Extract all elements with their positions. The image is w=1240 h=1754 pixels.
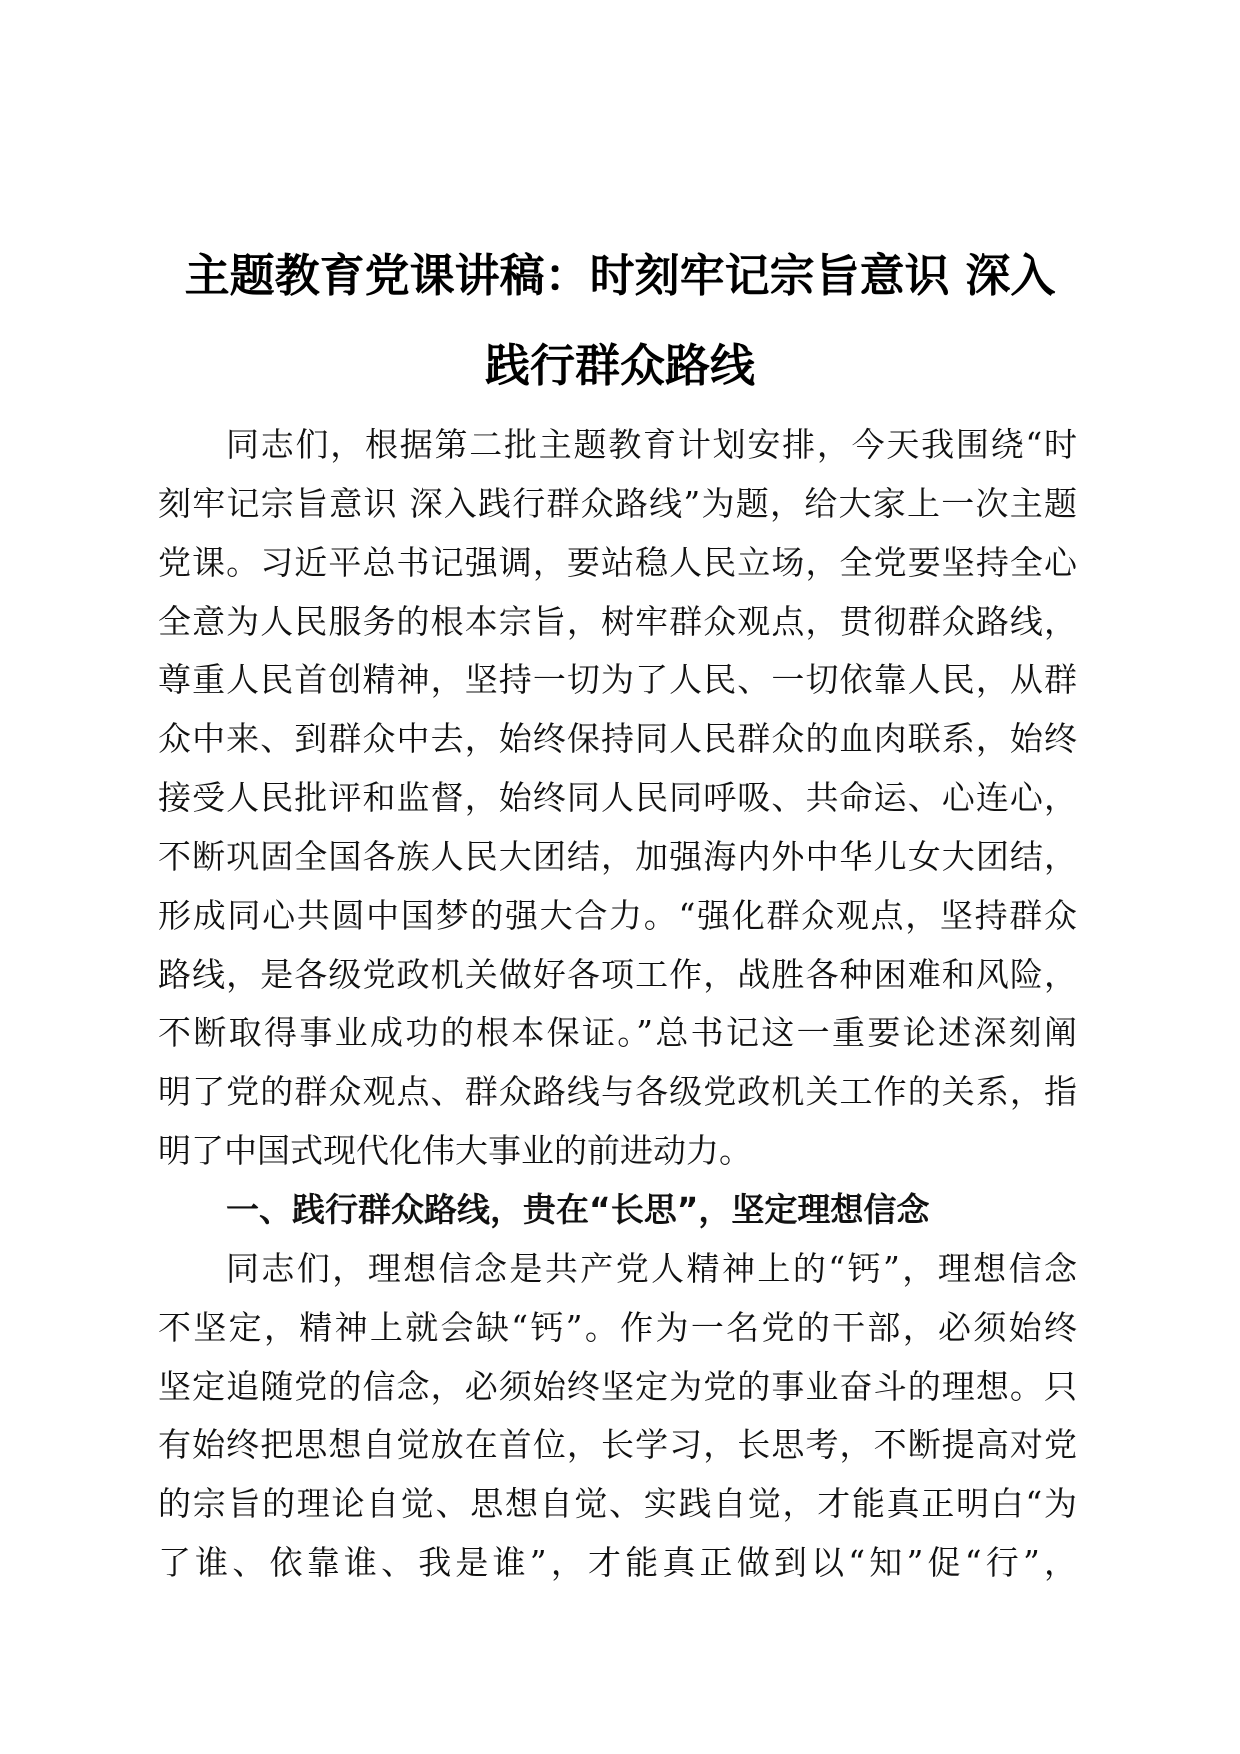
document-body	[158, 416, 1077, 1593]
body-line: 尊重人民首创精神，坚持一切为了人民、一切依靠人民，从群	[158, 660, 1077, 700]
body-line: 不坚定，精神上就会缺“钙”。作为一名党的干部，必须始终	[158, 1307, 1077, 1347]
body-line: 了谁、依靠谁、我是谁”，才能真正做到以“知”促“行”，	[158, 1543, 1077, 1583]
section-heading: 一、践行群众路线，贵在“长思”，坚定理想信念	[226, 1189, 930, 1229]
body-line: 不断取得事业成功的根本保证。”总书记这一重要论述深刻阐	[158, 1013, 1077, 1053]
section-heading-block	[158, 1181, 1077, 1240]
body-line: 有始终把思想自觉放在首位，长学习，长思考，不断提高对党	[158, 1425, 1077, 1465]
body-line: 刻牢记宗旨意识 深入践行群众路线”为题，给大家上一次主题	[158, 483, 1077, 523]
body-line: 明了党的群众观点、群众路线与各级党政机关工作的关系，指	[158, 1072, 1077, 1112]
body-line: 路线，是各级党政机关做好各项工作，战胜各种困难和风险，	[158, 954, 1077, 994]
body-line: 形成同心共圆中国梦的强大合力。“强化群众观点，坚持群众	[158, 895, 1077, 935]
body-line: 同志们，理想信念是共产党人精神上的“钙”，理想信念	[226, 1248, 1077, 1288]
paragraph	[158, 416, 1077, 1181]
body-line: 众中来、到群众中去，始终保持同人民群众的血肉联系，始终	[158, 719, 1077, 759]
body-line: 全意为人民服务的根本宗旨，树牢群众观点，贯彻群众路线，	[158, 601, 1077, 641]
body-line: 明了中国式现代化伟大事业的前进动力。	[158, 1131, 752, 1171]
body-line: 不断巩固全国各族人民大团结，加强海内外中华儿女大团结，	[158, 836, 1077, 876]
body-line: 党课。习近平总书记强调，要站稳人民立场，全党要坚持全心	[158, 542, 1077, 582]
title-line: 践行群众路线	[484, 339, 755, 392]
body-line: 同志们，根据第二批主题教育计划安排，今天我围绕“时	[226, 425, 1077, 464]
body-line: 的宗旨的理论自觉、思想自觉、实践自觉，才能真正明白“为	[158, 1484, 1077, 1524]
body-line: 接受人民批评和监督，始终同人民同呼吸、共命运、心连心，	[158, 778, 1077, 818]
title-line: 主题教育党课讲稿：时刻牢记宗旨意识 深入	[184, 249, 1056, 302]
body-line: 坚定追随党的信念，必须始终坚定为党的事业奋斗的理想。只	[158, 1366, 1077, 1406]
paragraph	[158, 1240, 1077, 1593]
document-title	[0, 231, 1240, 411]
